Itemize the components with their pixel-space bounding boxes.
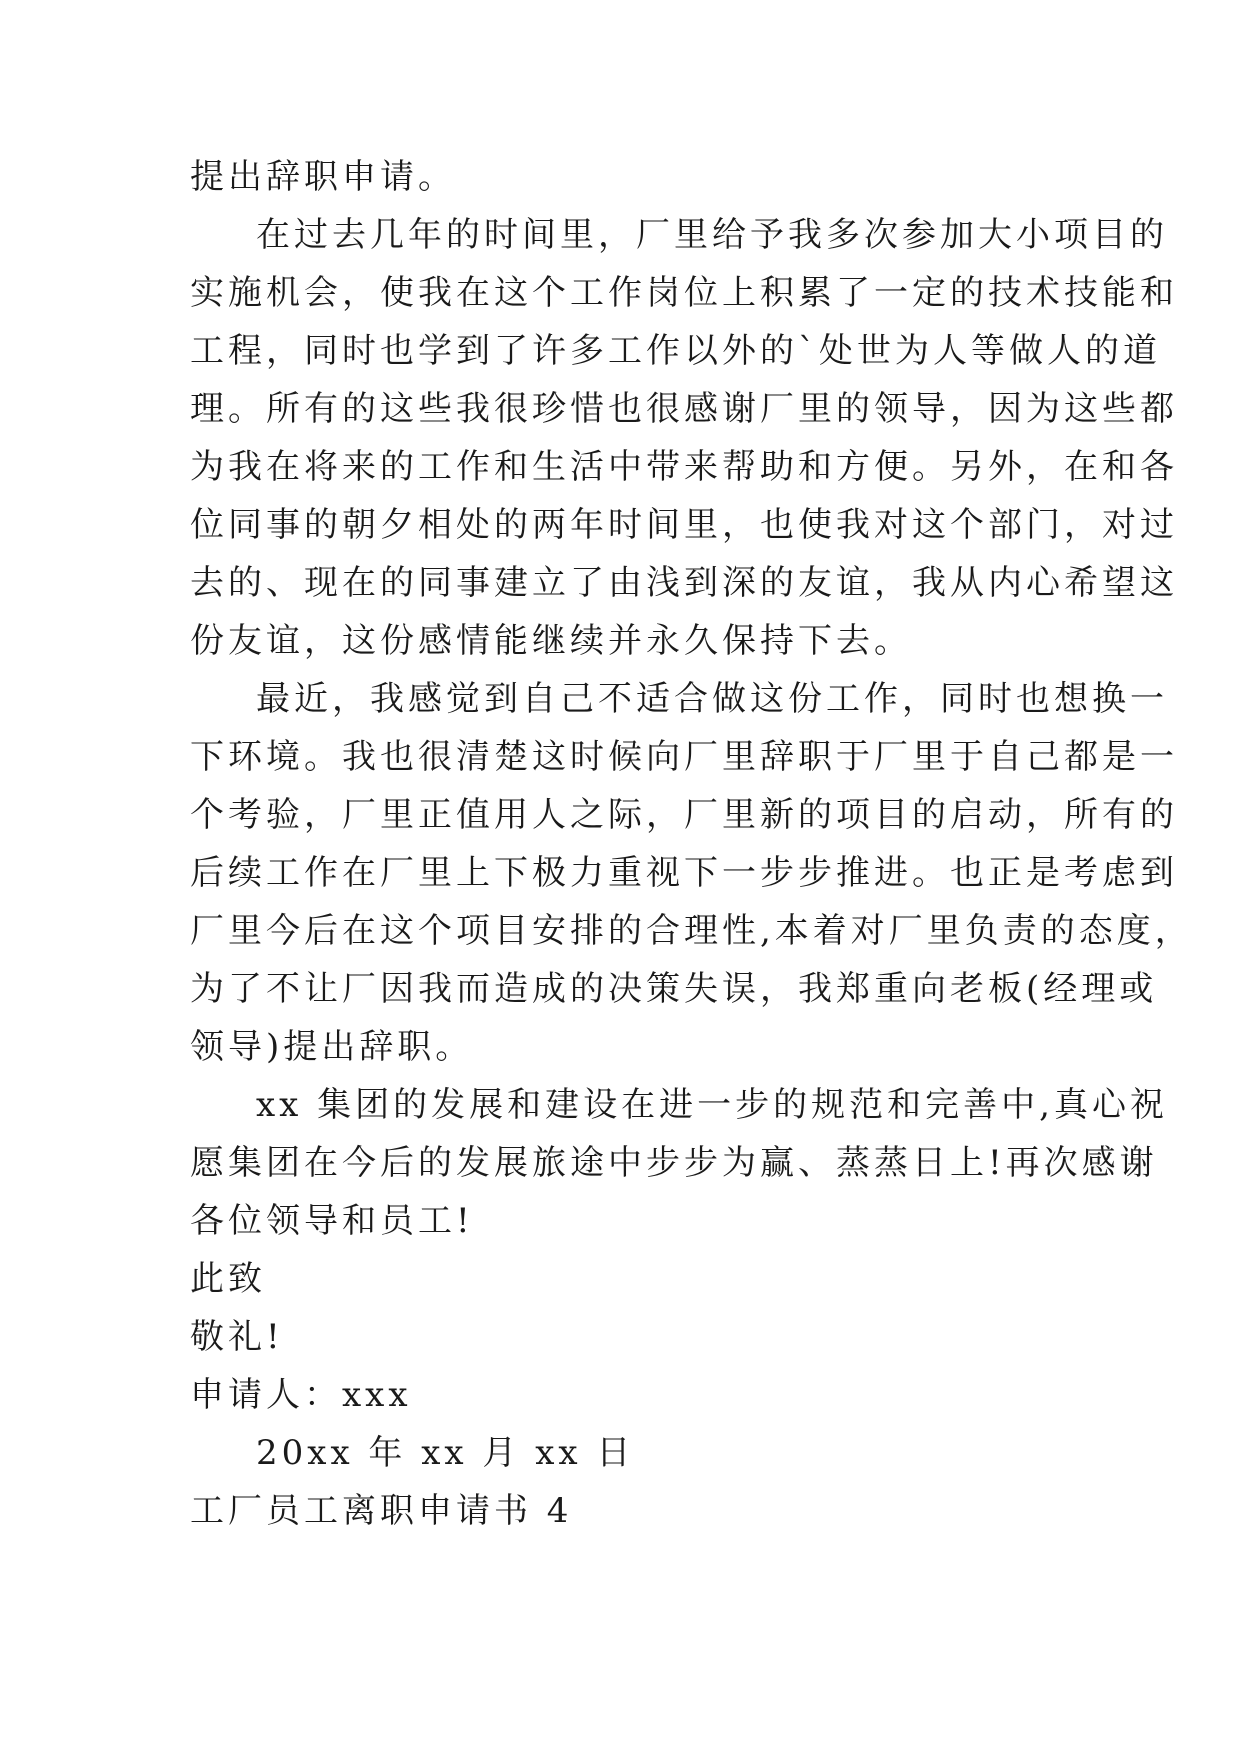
paragraph-line: 工程，同时也学到了许多工作以外的`处世为人等做人的道 <box>190 331 1161 371</box>
paragraph-line: 在过去几年的时间里，厂里给予我多次参加大小项目的 <box>256 215 1168 255</box>
applicant-signature: 申请人：xxx <box>190 1375 412 1415</box>
closing-regards: 敬礼! <box>190 1317 284 1357</box>
paragraph-line: 提出辞职申请。 <box>190 157 456 197</box>
paragraph-line: 份友谊，这份感情能继续并永久保持下去。 <box>190 621 912 661</box>
section-title: 工厂员工离职申请书 4 <box>190 1491 573 1531</box>
paragraph-line: 各位领导和员工! <box>190 1201 474 1241</box>
paragraph-line: 个考验，厂里正值用人之际，厂里新的项目的启动，所有的 <box>190 795 1178 835</box>
paragraph-line: 为了不让厂因我而造成的决策失误，我郑重向老板(经理或 <box>190 969 1158 1009</box>
paragraph-line: 位同事的朝夕相处的两年时间里，也使我对这个部门，对过 <box>190 505 1178 545</box>
paragraph-line: 愿集团在今后的发展旅途中步步为赢、蒸蒸日上!再次感谢 <box>190 1143 1158 1183</box>
paragraph-line: 下环境。我也很清楚这时候向厂里辞职于厂里于自己都是一 <box>190 737 1178 777</box>
date-line: 20xx 年 xx 月 xx 日 <box>256 1433 635 1473</box>
paragraph-line: 理。所有的这些我很珍惜也很感谢厂里的领导，因为这些都 <box>190 389 1178 429</box>
paragraph-line: 去的、现在的同事建立了由浅到深的友谊，我从内心希望这 <box>190 563 1178 603</box>
paragraph-line: 最近，我感觉到自己不适合做这份工作，同时也想换一 <box>256 679 1168 719</box>
paragraph-line: 实施机会，使我在这个工作岗位上积累了一定的技术技能和 <box>190 273 1178 313</box>
paragraph-line: 后续工作在厂里上下极力重视下一步步推进。也正是考虑到 <box>190 853 1178 893</box>
paragraph-line: 厂里今后在这个项目安排的合理性,本着对厂里负责的态度， <box>190 911 1193 951</box>
paragraph-line: xx 集团的发展和建设在进一步的规范和完善中,真心祝 <box>256 1085 1168 1125</box>
document-page <box>190 148 1193 1540</box>
paragraph-line: 为我在将来的工作和生活中带来帮助和方便。另外，在和各 <box>190 447 1178 487</box>
closing-salutation: 此致 <box>190 1259 266 1299</box>
paragraph-line: 领导)提出辞职。 <box>190 1027 474 1067</box>
